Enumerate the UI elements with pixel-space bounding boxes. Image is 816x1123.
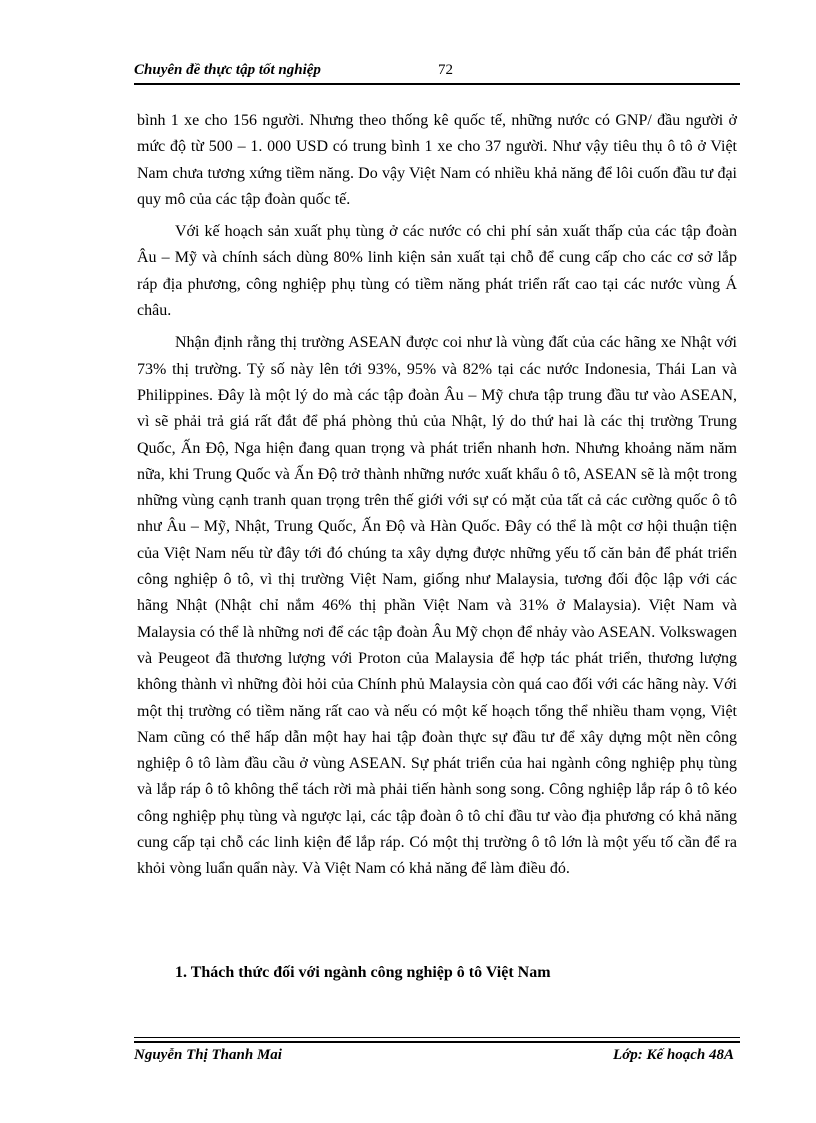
- paragraph-2: Với kế hoạch sản xuất phụ tùng ở các nước có chi phí sản xuất thấp của các tập đoàn Âu – Mỹ và chính sách dùng 80% linh kiện sản xuất tại chỗ để cung cấp cho các cơ sở lắp ráp địa phương, công nghiệp phụ tùng có tiềm năng phát triển rất cao tại các nước vùng Á châu.: [137, 223, 737, 320]
- paragraph-3: Nhận định rằng thị trường ASEAN được coi như là vùng đất của các hãng xe Nhật với 73% thị trường. Tỷ số này lên tới 93%, 95% và 82% tại các nước Indonesia, Thái Lan và Philippines. Đây là một lý do mà các tập đoàn Âu – Mỹ chưa tập trung đầu tư vào ASEAN, vì sẽ phải trả giá rất đắt để phá phòng thủ của Nhật, lý do thứ hai là các thị trường Trung Quốc, Ấn Độ, Nga hiện đang quan trọng và phát triển nhanh hơn. Nhưng khoảng năm năm nữa, khi Trung Quốc và Ấn Độ trở thành những nước xuất khẩu ô tô, ASEAN sẽ là một trong những vùng cạnh tranh quan trọng trên thế giới với sự có mặt của tất cả các cường quốc ô tô như Âu – Mỹ, Nhật, Trung Quốc, Ấn Độ và Hàn Quốc. Đây có thể là một cơ hội thuận tiện của Việt Nam nếu từ đây tới đó chúng ta xây dựng được những yếu tố căn bản để phát triển công nghiệp ô tô, vì thị trường Việt Nam, giống như Malaysia, tương đối độc lập với các hãng Nhật (Nhật chỉ nắm 46% thị phần Việt Nam và 31% ở Malaysia). Việt Nam và Malaysia có thể là những nơi để các tập đoàn Âu Mỹ chọn để nhảy vào ASEAN. Volkswagen và Peugeot đã thương lượng với Proton của Malaysia để hợp tác phát triển, thương lượng không thành vì những đòi hỏi của Chính phủ Malaysia còn quá cao đối với các hãng này. Với một thị trường có tiềm năng rất cao và nếu có một kế hoạch tổng thể nhiều tham vọng, Việt Nam cũng có thể hấp dẫn một hay hai tập đoàn thực sự đầu tư để xây dựng một nền công nghiệp ô tô làm đầu cầu ở vùng ASEAN. Sự phát triển của hai ngành công nghiệp phụ tùng và lắp ráp ô tô không thể tách rời mà phải tiến hành song song. Công nghiệp lắp ráp ô tô kéo công nghiệp phụ tùng và ngược lại, các tập đoàn ô tô chỉ đầu tư vào địa phương có khả năng cung cấp tại chỗ các linh kiện để lắp ráp. Có một thị trường ô tô lớn là một yếu tố cần để ra khỏi vòng luẩn quẩn này. Và Việt Nam có khả năng để làm điều đó.: [137, 334, 737, 878]
- header-title: Chuyên đề thực tập tốt nghiệp: [134, 62, 321, 78]
- body-text: [137, 108, 737, 889]
- paragraph-1: bình 1 xe cho 156 người. Nhưng theo thống kê quốc tế, những nước có GNP/ đầu người ở mức độ từ 500 – 1. 000 USD có trung bình 1 xe cho 37 người. Như vậy tiêu thụ ô tô ở Việt Nam chưa tương xứng tiềm năng. Do vậy Việt Nam có nhiều khả năng để lôi cuốn đầu tư đại quy mô của các tập đoàn quốc tế.: [137, 112, 737, 208]
- page-header: [134, 62, 740, 82]
- footer-rule-thick: [134, 1041, 740, 1043]
- footer-rule-thin: [134, 1037, 740, 1038]
- footer-class: Lớp: Kế hoạch 48A: [613, 1047, 734, 1063]
- section-heading: 1. Thách thức đối với ngành công nghiệp ô tô Việt Nam: [175, 964, 551, 981]
- page-number: 72: [438, 62, 453, 78]
- header-rule: [134, 83, 740, 85]
- footer-author: Nguyễn Thị Thanh Mai: [134, 1047, 282, 1063]
